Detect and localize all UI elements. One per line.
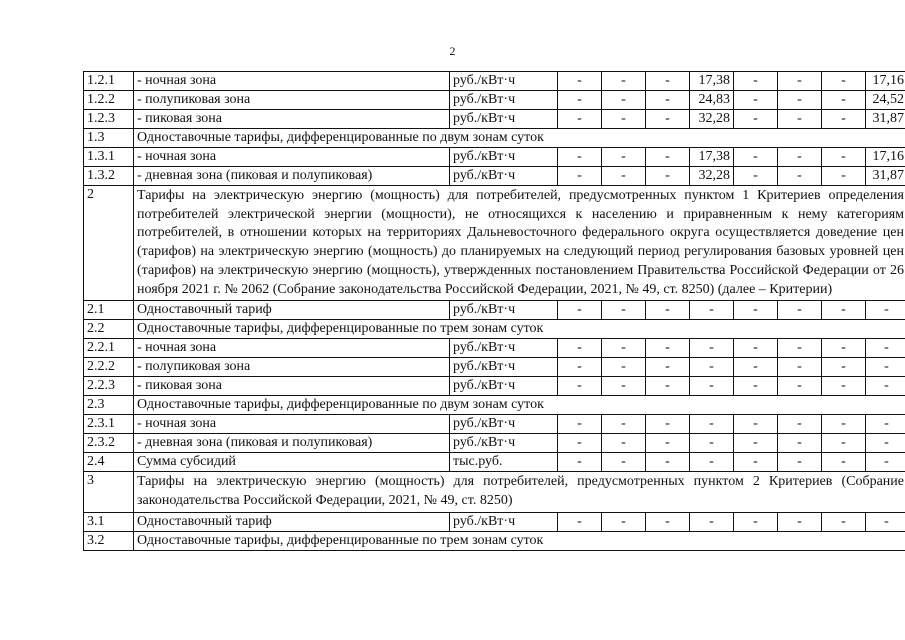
value-cell: - <box>602 453 646 472</box>
value-cell: - <box>646 377 690 396</box>
table-row-2-2-1 <box>84 339 905 358</box>
row-label: - ночная зона <box>134 72 450 91</box>
value-cell: - <box>646 434 690 453</box>
value-cell: - <box>602 434 646 453</box>
value-cell: - <box>558 377 602 396</box>
value-cell: - <box>646 110 690 129</box>
value-cell: - <box>866 339 905 358</box>
value-cell: - <box>734 148 778 167</box>
value-cell: - <box>734 110 778 129</box>
value-cell: - <box>602 415 646 434</box>
value-cell: - <box>778 72 822 91</box>
value-cell: - <box>866 453 905 472</box>
row-number: 1.2.3 <box>84 110 134 129</box>
row-number: 2.3 <box>84 396 134 415</box>
value-cell: - <box>602 358 646 377</box>
row-label: - ночная зона <box>134 415 450 434</box>
value-cell: - <box>602 512 646 531</box>
row-unit: руб./кВт·ч <box>450 167 558 186</box>
value-cell: - <box>866 301 905 320</box>
row-label: - пиковая зона <box>134 110 450 129</box>
value-cell: - <box>558 339 602 358</box>
row-number: 2.2 <box>84 320 134 339</box>
value-cell: - <box>558 110 602 129</box>
value-cell: - <box>778 91 822 110</box>
value-cell: - <box>734 453 778 472</box>
value-cell: 17,38 <box>690 72 734 91</box>
value-cell: - <box>866 512 905 531</box>
value-cell: - <box>822 91 866 110</box>
row-unit: руб./кВт·ч <box>450 91 558 110</box>
value-cell: 17,38 <box>690 148 734 167</box>
table-row-2-4 <box>84 453 905 472</box>
row-unit: руб./кВт·ч <box>450 72 558 91</box>
row-label: - дневная зона (пиковая и полупиковая) <box>134 167 450 186</box>
tariff-table <box>83 71 905 551</box>
row-number: 2.2.2 <box>84 358 134 377</box>
value-cell: - <box>602 301 646 320</box>
value-cell: - <box>646 148 690 167</box>
page-number: 2 <box>449 44 456 58</box>
value-cell: - <box>822 415 866 434</box>
value-cell: - <box>690 434 734 453</box>
value-cell: - <box>822 110 866 129</box>
section-paragraph: Тарифы на электрическую энергию (мощность) для потребителей, предусмотренных пунктом 1 Критериев определения потребителей электрической энергии (мощности), не относящихся к населению и приравненным к нему категориям потребителей, в отношении которых на территориях Дальневосточного федерального округа осуществляется доведение цен (тарифов) на электрическую энергию (мощность) до планируемых на следующий период регулирования базовых уровней цен (тарифов) на электрическую энергию (мощность), утвержденных постановлением Правительства Российской Федерации от 26 ноября 2021 г. № 2062 (Собрание законодательства Российской Федерации, 2021, № 49, ст. 8250) (далее – Критерии) <box>134 186 905 301</box>
value-cell: - <box>690 512 734 531</box>
value-cell: - <box>558 301 602 320</box>
row-unit: руб./кВт·ч <box>450 301 558 320</box>
value-cell: 31,87 <box>866 110 905 129</box>
section-heading: Одноставочные тарифы, дифференцированные по двум зонам суток <box>134 129 905 148</box>
row-label: - ночная зона <box>134 148 450 167</box>
value-cell: - <box>558 148 602 167</box>
value-cell: - <box>822 512 866 531</box>
value-cell: - <box>646 453 690 472</box>
row-unit: руб./кВт·ч <box>450 339 558 358</box>
value-cell: - <box>734 301 778 320</box>
value-cell: - <box>778 301 822 320</box>
row-number: 3.1 <box>84 512 134 531</box>
row-number: 1.3.1 <box>84 148 134 167</box>
row-number: 2.3.1 <box>84 415 134 434</box>
table-row-3 <box>84 472 905 512</box>
row-number: 3.2 <box>84 531 134 550</box>
value-cell: 24,83 <box>690 91 734 110</box>
value-cell: - <box>690 415 734 434</box>
value-cell: - <box>602 72 646 91</box>
table-row-1-3-2 <box>84 167 905 186</box>
value-cell: - <box>734 434 778 453</box>
value-cell: 17,16 <box>866 72 905 91</box>
row-unit: руб./кВт·ч <box>450 358 558 377</box>
value-cell: - <box>646 415 690 434</box>
value-cell: - <box>822 301 866 320</box>
value-cell: - <box>646 167 690 186</box>
value-cell: - <box>602 339 646 358</box>
value-cell: - <box>646 512 690 531</box>
value-cell: - <box>690 453 734 472</box>
value-cell: - <box>778 358 822 377</box>
value-cell: - <box>558 91 602 110</box>
value-cell: - <box>690 358 734 377</box>
row-label: Одноставочный тариф <box>134 512 450 531</box>
value-cell: - <box>646 91 690 110</box>
table-row-2-3-2 <box>84 434 905 453</box>
value-cell: - <box>690 377 734 396</box>
table-row-3-2 <box>84 531 905 550</box>
value-cell: 17,16 <box>866 148 905 167</box>
value-cell: - <box>558 167 602 186</box>
value-cell: - <box>734 72 778 91</box>
value-cell: 32,28 <box>690 110 734 129</box>
value-cell: - <box>866 415 905 434</box>
row-label: Одноставочный тариф <box>134 301 450 320</box>
value-cell: - <box>602 148 646 167</box>
value-cell: - <box>558 415 602 434</box>
row-number: 2.2.3 <box>84 377 134 396</box>
table-row-2 <box>84 186 905 301</box>
value-cell: - <box>602 167 646 186</box>
table-row-2-3-1 <box>84 415 905 434</box>
value-cell: - <box>558 434 602 453</box>
value-cell: - <box>778 377 822 396</box>
table-row-2-3 <box>84 396 905 415</box>
table-row-2-2-3 <box>84 377 905 396</box>
row-unit: руб./кВт·ч <box>450 377 558 396</box>
value-cell: - <box>822 167 866 186</box>
value-cell: - <box>690 339 734 358</box>
row-label: - полупиковая зона <box>134 358 450 377</box>
value-cell: - <box>734 512 778 531</box>
row-unit: руб./кВт·ч <box>450 110 558 129</box>
row-number: 3 <box>84 472 134 512</box>
row-number: 1.2.1 <box>84 72 134 91</box>
value-cell: - <box>558 358 602 377</box>
value-cell: - <box>646 72 690 91</box>
row-unit: руб./кВт·ч <box>450 415 558 434</box>
row-label: - ночная зона <box>134 339 450 358</box>
value-cell: 32,28 <box>690 167 734 186</box>
table-row-1-2-3 <box>84 110 905 129</box>
value-cell: - <box>778 148 822 167</box>
value-cell: - <box>646 301 690 320</box>
value-cell: - <box>822 72 866 91</box>
row-number: 2.4 <box>84 453 134 472</box>
row-number: 2 <box>84 186 134 301</box>
table-row-2-2-2 <box>84 358 905 377</box>
row-number: 2.1 <box>84 301 134 320</box>
row-number: 2.3.2 <box>84 434 134 453</box>
row-number: 1.3.2 <box>84 167 134 186</box>
table-row-1-3 <box>84 129 905 148</box>
value-cell: - <box>822 148 866 167</box>
value-cell: - <box>558 512 602 531</box>
value-cell: - <box>822 377 866 396</box>
value-cell: - <box>734 358 778 377</box>
value-cell: - <box>778 415 822 434</box>
table-row-2-1 <box>84 301 905 320</box>
row-number: 2.2.1 <box>84 339 134 358</box>
section-heading: Одноставочные тарифы, дифференцированные по трем зонам суток <box>134 531 905 550</box>
row-unit: тыс.руб. <box>450 453 558 472</box>
value-cell: - <box>602 377 646 396</box>
row-label: - пиковая зона <box>134 377 450 396</box>
value-cell: - <box>690 301 734 320</box>
value-cell: - <box>734 167 778 186</box>
value-cell: - <box>646 358 690 377</box>
value-cell: 31,87 <box>866 167 905 186</box>
value-cell: - <box>866 377 905 396</box>
value-cell: - <box>822 434 866 453</box>
table-row-1-2-2 <box>84 91 905 110</box>
row-label: - полупиковая зона <box>134 91 450 110</box>
value-cell: - <box>558 453 602 472</box>
value-cell: - <box>734 91 778 110</box>
value-cell: - <box>778 167 822 186</box>
value-cell: - <box>778 339 822 358</box>
table-row-3-1 <box>84 512 905 531</box>
row-label: Сумма субсидий <box>134 453 450 472</box>
section-heading: Одноставочные тарифы, дифференцированные по трем зонам суток <box>134 320 905 339</box>
table-row-2-2 <box>84 320 905 339</box>
value-cell: - <box>734 415 778 434</box>
value-cell: - <box>734 377 778 396</box>
row-label: - дневная зона (пиковая и полупиковая) <box>134 434 450 453</box>
value-cell: - <box>822 339 866 358</box>
row-unit: руб./кВт·ч <box>450 512 558 531</box>
value-cell: - <box>866 434 905 453</box>
value-cell: - <box>866 358 905 377</box>
row-unit: руб./кВт·ч <box>450 148 558 167</box>
value-cell: - <box>558 72 602 91</box>
section-paragraph: Тарифы на электрическую энергию (мощность) для потребителей, предусмотренных пунктом 2 Критериев (Собрание законодательства Российской Федерации, 2021, № 49, ст. 8250) <box>134 472 905 512</box>
table-row-1-2-1 <box>84 72 905 91</box>
value-cell: 24,52 <box>866 91 905 110</box>
value-cell: - <box>778 453 822 472</box>
value-cell: - <box>734 339 778 358</box>
value-cell: - <box>778 512 822 531</box>
table-row-1-3-1 <box>84 148 905 167</box>
value-cell: - <box>646 339 690 358</box>
row-unit: руб./кВт·ч <box>450 434 558 453</box>
section-heading: Одноставочные тарифы, дифференцированные по двум зонам суток <box>134 396 905 415</box>
value-cell: - <box>822 358 866 377</box>
value-cell: - <box>602 110 646 129</box>
value-cell: - <box>822 453 866 472</box>
value-cell: - <box>778 110 822 129</box>
tariff-table-body <box>84 72 905 551</box>
row-number: 1.3 <box>84 129 134 148</box>
row-number: 1.2.2 <box>84 91 134 110</box>
value-cell: - <box>602 91 646 110</box>
value-cell: - <box>778 434 822 453</box>
